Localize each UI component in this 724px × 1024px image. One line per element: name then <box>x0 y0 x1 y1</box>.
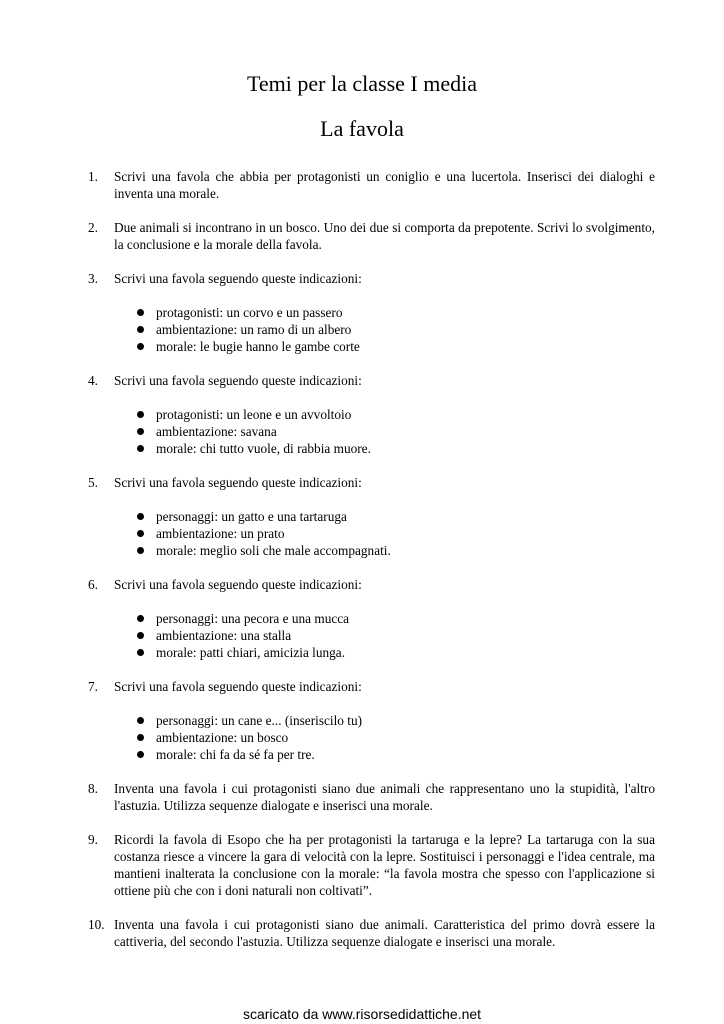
bullet-item <box>114 542 655 559</box>
bullet-dot-icon <box>137 547 144 554</box>
bullet-item <box>114 610 655 627</box>
exercise-number: 2. <box>88 220 98 235</box>
exercise-text: Scrivi una favola seguendo queste indicazioni: <box>114 271 362 286</box>
bullet-dot-icon <box>137 343 144 350</box>
bullet-item <box>114 525 655 542</box>
exercise-number: 9. <box>88 832 98 847</box>
bullet-text: ambientazione: un prato <box>156 526 285 541</box>
exercise-text: Scrivi una favola seguendo queste indicazioni: <box>114 577 362 592</box>
bullet-text: ambientazione: una stalla <box>156 628 292 643</box>
bullet-dot-icon <box>137 649 144 656</box>
exercise-list <box>0 168 724 967</box>
bullet-text: ambientazione: un ramo di un albero <box>156 322 352 337</box>
exercise-item <box>0 168 655 202</box>
exercise-item <box>0 678 655 763</box>
exercise-item <box>0 831 655 899</box>
exercise-item <box>0 576 655 661</box>
exercise-number: 1. <box>88 169 98 184</box>
page-subtitle: La favola <box>320 116 404 141</box>
bullet-item <box>114 304 655 321</box>
bullet-dot-icon <box>137 326 144 333</box>
bullet-text: morale: le bugie hanno le gambe corte <box>156 339 360 354</box>
page-title: Temi per la classe I media <box>247 71 477 96</box>
bullet-item <box>114 423 655 440</box>
exercise-item <box>0 372 655 457</box>
exercise-bullet-list <box>114 508 655 559</box>
exercise-number: 3. <box>88 271 98 286</box>
exercise-number: 5. <box>88 475 98 490</box>
bullet-item <box>114 338 655 355</box>
exercise-text: Inventa una favola i cui protagonisti siano due animali che rappresentano uno la stupidità, l'altro l'astuzia. Utilizza sequenze dialogate e inserisci una morale. <box>114 781 655 813</box>
exercise-number: 7. <box>88 679 98 694</box>
bullet-text: morale: chi tutto vuole, di rabbia muore. <box>156 441 371 456</box>
bullet-dot-icon <box>137 445 144 452</box>
bullet-item <box>114 321 655 338</box>
exercise-text: Due animali si incontrano in un bosco. Uno dei due si comporta da prepotente. Scrivi lo svolgimento, la conclusione e la morale della favola. <box>114 220 655 252</box>
bullet-dot-icon <box>137 751 144 758</box>
bullet-dot-icon <box>137 428 144 435</box>
exercise-text: Inventa una favola i cui protagonisti siano due animali. Caratteristica del primo dovrà essere la cattiveria, del secondo l'astuzia. Utilizza sequenze dialogate e inserisci una morale. <box>114 917 655 949</box>
bullet-text: protagonisti: un leone e un avvoltoio <box>156 407 352 422</box>
exercise-text: Scrivi una favola seguendo queste indicazioni: <box>114 373 362 388</box>
exercise-bullet-list <box>114 406 655 457</box>
bullet-dot-icon <box>137 734 144 741</box>
bullet-item <box>114 712 655 729</box>
bullet-item <box>114 406 655 423</box>
exercise-item <box>0 780 655 814</box>
exercise-item <box>0 474 655 559</box>
exercise-bullet-list <box>114 712 655 763</box>
bullet-text: ambientazione: un bosco <box>156 730 289 745</box>
exercise-bullet-list <box>114 304 655 355</box>
exercise-text: Scrivi una favola seguendo queste indicazioni: <box>114 475 362 490</box>
bullet-text: morale: meglio soli che male accompagnati. <box>156 543 391 558</box>
bullet-text: personaggi: una pecora e una mucca <box>156 611 350 626</box>
exercise-item <box>0 219 655 253</box>
exercise-bullet-list <box>114 610 655 661</box>
bullet-dot-icon <box>137 411 144 418</box>
bullet-dot-icon <box>137 309 144 316</box>
bullet-text: personaggi: un cane e... (inseriscilo tu) <box>156 713 363 728</box>
exercise-item <box>0 916 655 950</box>
exercise-item <box>0 270 655 355</box>
bullet-dot-icon <box>137 615 144 622</box>
exercise-number: 6. <box>88 577 98 592</box>
bullet-text: ambientazione: savana <box>156 424 277 439</box>
bullet-text: personaggi: un gatto e una tartaruga <box>156 509 347 524</box>
bullet-item <box>114 729 655 746</box>
bullet-dot-icon <box>137 530 144 537</box>
bullet-text: morale: patti chiari, amicizia lunga. <box>156 645 346 660</box>
bullet-item <box>114 440 655 457</box>
exercise-text: Scrivi una favola che abbia per protagonisti un coniglio e una lucertola. Inserisci dei dialoghi e inventa una morale. <box>114 169 655 201</box>
bullet-item <box>114 627 655 644</box>
bullet-text: morale: chi fa da sé fa per tre. <box>156 747 315 762</box>
bullet-dot-icon <box>137 717 144 724</box>
footer-source: scaricato da www.risorsedidattiche.net <box>242 1006 482 1022</box>
bullet-item <box>114 644 655 661</box>
bullet-item <box>114 746 655 763</box>
exercise-text: Ricordi la favola di Esopo che ha per protagonisti la tartaruga e la lepre? La tartaruga con la sua costanza riesce a vincere la gara di velocità con la lepre. Sostituisci i personaggi e l'idea centrale, ma mantieni inalterata la conclusione con la morale: “la favola mostra che spesso con l'applicazione si ottiene più che con i doni naturali non coltivati”. <box>114 832 655 898</box>
bullet-dot-icon <box>137 632 144 639</box>
exercise-text: Scrivi una favola seguendo queste indicazioni: <box>114 679 362 694</box>
exercise-number: 8. <box>88 781 98 796</box>
bullet-dot-icon <box>137 513 144 520</box>
exercise-number: 10. <box>88 917 105 932</box>
bullet-text: protagonisti: un corvo e un passero <box>156 305 343 320</box>
exercise-number: 4. <box>88 373 98 388</box>
bullet-item <box>114 508 655 525</box>
